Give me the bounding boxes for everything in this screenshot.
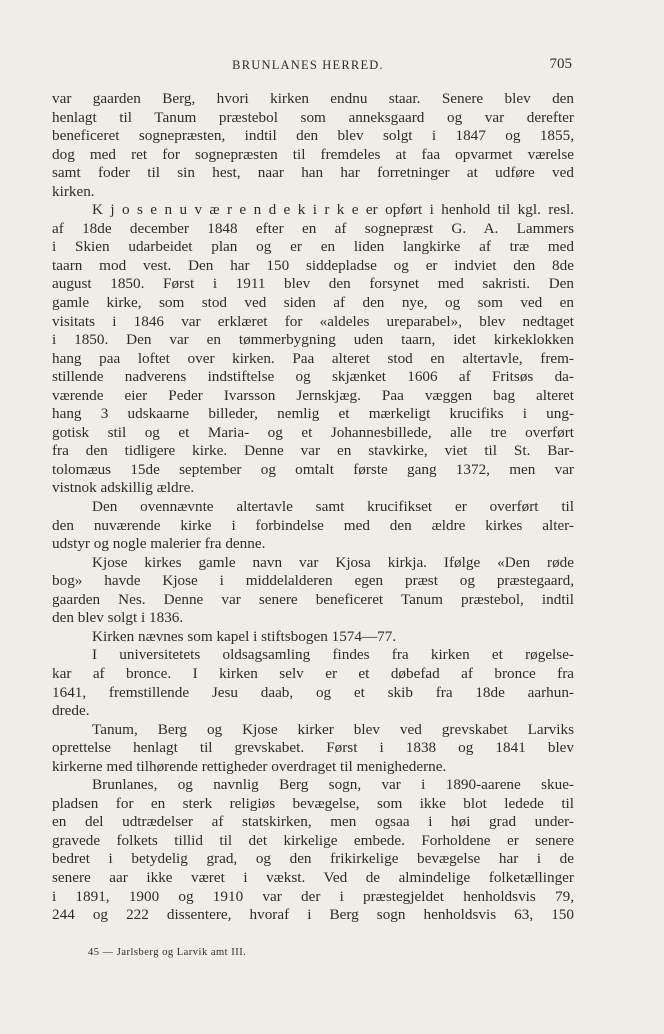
text-line: kar af bronce. I kirken selv er et døbefad af bronce fra xyxy=(52,664,574,682)
text-line: i Skien udarbeidet plan og er en liden langkirke af træ med xyxy=(52,238,574,256)
text-line: fra den tidligere kirke. Denne var en stavkirke, viet til St. Bar- xyxy=(52,442,574,460)
text-line: Kjose kirkes gamle navn var Kjosa kirkja. Ifølge «Den røde xyxy=(92,553,574,571)
text-line: kirken. xyxy=(52,182,95,200)
text-line: en del udtrædelser af statskirken, men ogsaa i høi grad under- xyxy=(52,813,574,831)
text-line: bog» havde Kjose i middelalderen egen præst og præstegaard, xyxy=(52,572,574,590)
running-head xyxy=(0,56,664,76)
text-line: den nuværende kirke i forbindelse med den ældre kirkes alter- xyxy=(52,516,574,534)
text-line: Kirken nævnes som kapel i stiftsbogen 1574—77. xyxy=(92,627,397,645)
text-line: Den ovennævnte altertavle samt krucifikset er overført til xyxy=(92,498,574,516)
text-line: vistnok adskillig ældre. xyxy=(52,479,195,497)
text-line: gotisk stil og et Maria- og et Johannesbillede, alle tre overført xyxy=(52,423,574,441)
running-title: BRUNLANES HERRED. xyxy=(232,58,384,72)
text-line: I universitetets oldsagsamling findes fra kirken et røgelse- xyxy=(92,646,574,664)
text-line: oprettelse henlagt til grevskabet. Først i 1838 og 1841 blev xyxy=(52,739,574,757)
text-line: udstyr og nogle malerier fra denne. xyxy=(52,535,266,553)
text-line: gravede folkets tillid til det kirkelige embede. Forholdene er senere xyxy=(52,831,574,849)
text-line: gamle kirke, som stod ved siden af den nye, og som ved en xyxy=(52,294,574,312)
page-number: 705 xyxy=(549,56,572,72)
text-line: Brunlanes, og navnlig Berg sogn, var i 1890-aarene skue- xyxy=(92,776,574,794)
text-line: var gaarden Berg, hvori kirken endnu staar. Senere blev den xyxy=(52,90,574,107)
text-line: pladsen for en sterk religiøs bevægelse, som ikke blot ledede til xyxy=(52,794,574,812)
text-line: af 18de december 1848 efter en af sognepræst G. A. Lammers xyxy=(52,219,574,237)
text-line: Tanum, Berg og Kjose kirker blev ved grevskabet Larviks xyxy=(92,720,574,738)
body-text xyxy=(52,90,574,925)
text-line: visitats i 1846 var erklæret for «aldeles ureparabel», blev nedtaget xyxy=(52,312,574,330)
text-line: 1641, fremstillende Jesu daab, og et skib fra 18de aarhun- xyxy=(52,683,574,701)
text-line: dog med ret for sognepræsten til fremdeles at faa opvarmet værelse xyxy=(52,145,574,163)
text-line: kirkerne med tilhørende rettigheder overdraget til menighederne. xyxy=(52,757,447,775)
text-line: værende eier Peder Ivarsson Jernskjæg. Paa væggen bag alteret xyxy=(52,386,574,404)
text-line: K j o s e n u v æ r e n d e k i r k e er opført i henhold til kgl. resl. xyxy=(92,201,574,219)
text-line: beneficeret sognepræsten, indtil den blev solgt i 1847 og 1855, xyxy=(52,127,574,145)
text-line: i 1850. Den var en tømmerbygning uden taarn, idet kirkeklokken xyxy=(52,331,574,349)
text-line: i 1891, 1900 og 1910 var der i præstegjeldet henholdsvis 79, xyxy=(52,887,574,905)
text-line: henlagt til Tanum præstebol som anneksgaard og var derefter xyxy=(52,108,574,126)
text-line: samt foder til sin hest, naar han har forretninger at udføre ved xyxy=(52,164,574,182)
text-line: senere aar ikke været i vækst. Ved de almindelige folketællinger xyxy=(52,868,574,886)
text-line: stillende nadverens indstiftelse og skjænket 1606 af Fritsøs da- xyxy=(52,368,574,386)
text-line: gaarden Nes. Denne var senere beneficeret Tanum præstebol, indtil xyxy=(52,590,574,608)
text-line: taarn mod vest. Den har 150 siddepladse og er indviet den 8de xyxy=(52,256,574,274)
text-line: drede. xyxy=(52,702,90,720)
printer-signature: 45 — Jarlsberg og Larvik amt III. xyxy=(88,947,247,958)
text-line: bedret i betydelig grad, og den frikirkelige bevægelse har i de xyxy=(52,850,574,868)
text-line: hang 3 udskaarne billeder, nemlig et mærkeligt krucifiks i ung- xyxy=(52,405,574,423)
text-line: den blev solgt i 1836. xyxy=(52,609,184,627)
text-line: hang paa loftet over kirken. Paa alteret stod en altertavle, frem- xyxy=(52,349,574,367)
text-line: august 1850. Først i 1911 blev den forsynet med sakristi. Den xyxy=(52,275,574,293)
text-line: 244 og 222 dissentere, hvoraf i Berg sogn henholdsvis 63, 150 xyxy=(52,906,574,924)
text-line: tolomæus 15de september og omtalt første gang 1372, men var xyxy=(52,460,574,478)
